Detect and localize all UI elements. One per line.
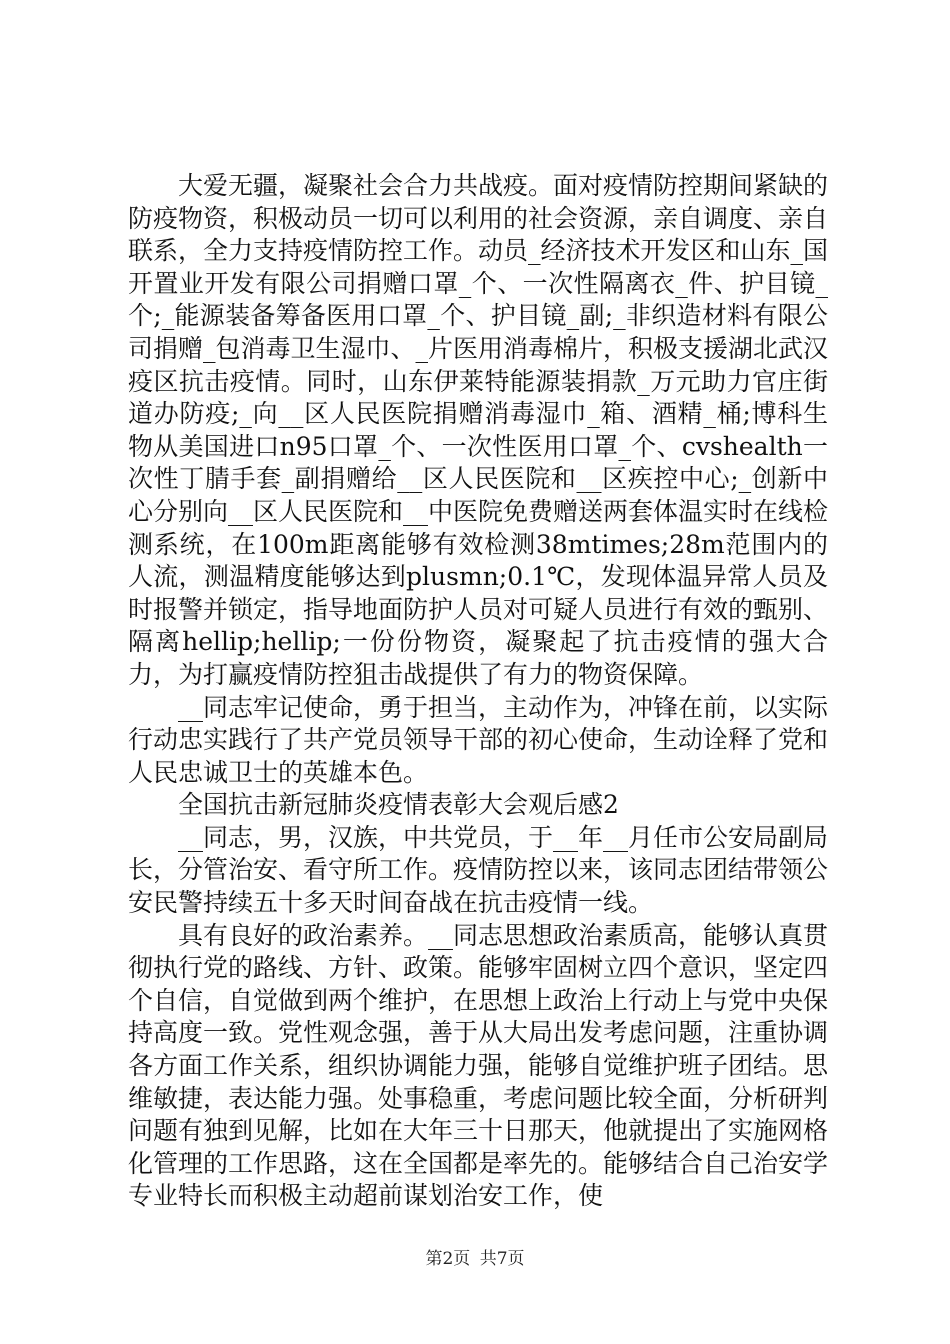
document-body [128,170,828,1213]
page-total: 共7页 [479,1249,525,1269]
section-heading: 全国抗击新冠肺炎疫情表彰大会观后感2 [178,790,619,820]
paragraph: 具有良好的政治素养。__同志思想政治素质高，能够认真贯彻执行党的路线、方针、政策。能够牢固树立四个意识，坚定四个自信，自觉做到两个维护，在思想上政治上行动上与党中央保持高度一致。党性观念强，善于从大局出发考虑问题，注重协调各方面工作关系，组织协调能力强，能够自觉维护班子团结。思维敏捷，表达能力强。处事稳重，考虑问题比较全面，分析研判问题有独到见解，比如在大年三十日那天，他就提出了实施网格化管理的工作思路，这在全国都是率先的。能够结合自己治安学专业特长而积极主动超前谋划治安工作，使 [128,920,829,1211]
page-footer [0,1244,950,1269]
paragraph: __同志牢记使命，勇于担当，主动作为，冲锋在前，以实际行动忠实践行了共产党员领导干部的初心使命，生动诠释了党和人民忠诚卫士的英雄本色。 [128,692,829,787]
paragraph: 大爱无疆，凝聚社会合力共战疫。面对疫情防控期间紧缺的防疫物资，积极动员一切可以利用的社会资源，亲自调度、亲自联系，全力支持疫情防控工作。动员_经济技术开发区和山东_国开置业开发有限公司捐赠口罩_个、一次性隔离衣_件、护目镜_个;_能源装备筹备医用口罩_个、护目镜_副;_非织造材料有限公司捐赠_包消毒卫生湿巾、_片医用消毒棉片，积极支援湖北武汉疫区抗击疫情。同时，山东伊莱特能源装捐款_万元助力官庄街道办防疫;_向__区人民医院捐赠消毒湿巾_箱、酒精_桶;博科生物从美国进口n95口罩_个、一次性医用口罩_个、cvshealth一次性丁腈手套_副捐赠给__区人民医院和__区疾控中心;_创新中心分别向__区人民医院和__中医院免费赠送两套体温实时在线检测系统，在100m距离能够有效检测38mtimes;28m范围内的人流，测温精度能够达到plusmn;0.1℃，发现体温异常人员及时报警并锁定，指导地面防护人员对可疑人员进行有效的甄别、隔离hellip;hellip;一份份物资，凝聚起了抗击疫情的强大合力，为打赢疫情防控狙击战提供了有力的物资保障。 [128,171,829,689]
page-number: 第2页 [425,1249,471,1269]
paragraph: __同志，男，汉族，中共党员，于__年__月任市公安局副局长，分管治安、看守所工作。疫情防控以来，该同志团结带领公安民警持续五十多天时间奋战在抗击疫情一线。 [128,822,829,918]
